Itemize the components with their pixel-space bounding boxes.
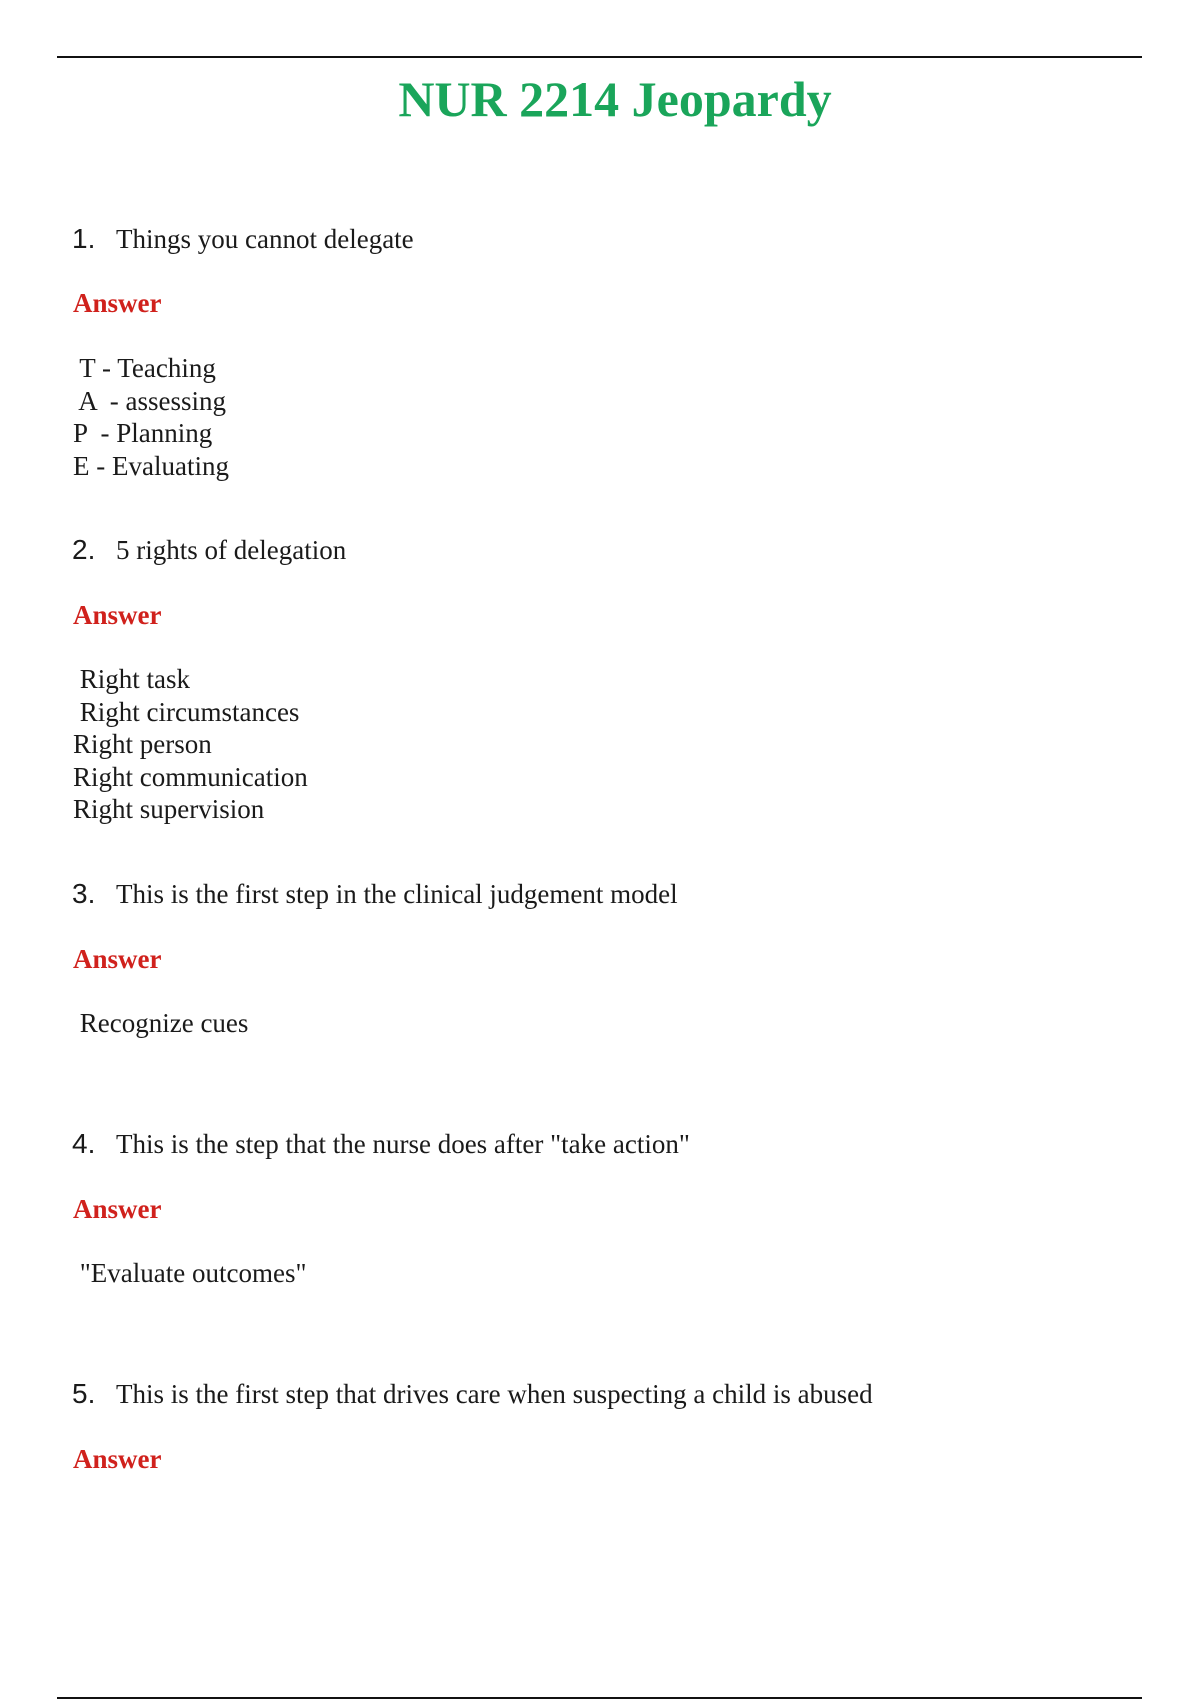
answer-4	[73, 1257, 306, 1290]
answer-label: Answer	[73, 1194, 162, 1224]
top-rule	[57, 56, 1142, 58]
answer-line: P - Planning	[73, 418, 213, 448]
question-2	[72, 533, 346, 567]
answer-line: Right circumstances	[73, 696, 300, 727]
question-3	[72, 877, 678, 911]
answer-line: "Evaluate outcomes"	[73, 1258, 307, 1288]
question-text: This is the first step that drives care when suspecting a child is abused	[116, 1379, 873, 1409]
question-4	[72, 1127, 690, 1161]
question-1	[72, 222, 414, 256]
answer-label: Answer	[73, 288, 162, 318]
answer-line: E - Evaluating	[73, 450, 229, 481]
question-text: 5 rights of delegation	[116, 535, 347, 565]
question-5	[72, 1377, 873, 1411]
answer-line: A - assessing	[73, 385, 227, 416]
question-number: 3.	[72, 878, 96, 909]
question-number: 1.	[72, 223, 96, 254]
answer-line: Right communication	[73, 761, 308, 792]
question-text: This is the step that the nurse does after "take action"	[116, 1129, 690, 1159]
answer-label: Answer	[73, 1444, 162, 1474]
answer-line: Recognize cues	[73, 1008, 249, 1038]
question-text: This is the first step in the clinical judgement model	[116, 879, 678, 909]
answer-1	[73, 352, 229, 482]
answer-line: T - Teaching	[73, 353, 216, 383]
answer-2	[73, 663, 308, 826]
answer-3	[73, 1007, 248, 1040]
answer-line: Right task	[73, 664, 191, 694]
answer-label: Answer	[73, 944, 162, 974]
answer-line: Right person	[73, 729, 212, 759]
answer-line: Right supervision	[73, 794, 265, 824]
bottom-rule	[57, 1697, 1142, 1699]
question-number: 5.	[72, 1378, 96, 1409]
question-number: 2.	[72, 534, 96, 565]
question-text: Things you cannot delegate	[116, 224, 414, 254]
question-number: 4.	[72, 1128, 96, 1159]
page-title: NUR 2214 Jeopardy	[398, 71, 832, 127]
answer-label: Answer	[73, 600, 162, 630]
